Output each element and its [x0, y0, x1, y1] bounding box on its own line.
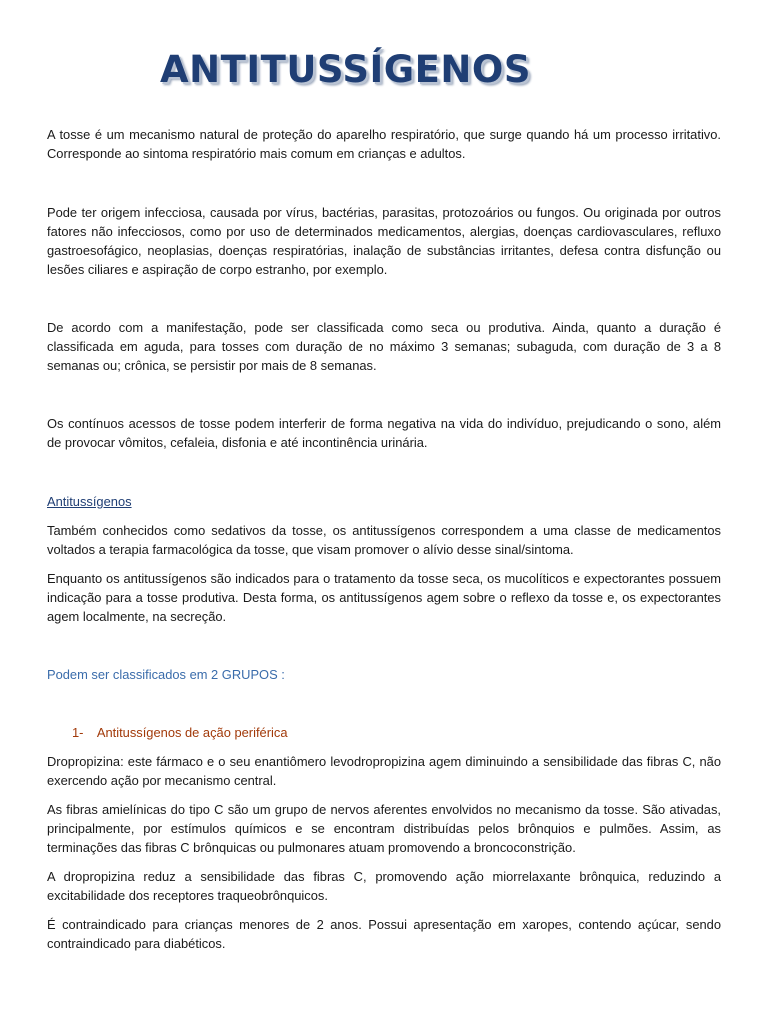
group1-paragraph-2: As fibras amielínicas do tipo C são um grupo de nervos aferentes envolvidos no mecanismo da tosse. São ativadas, principalmente, por estímulos químicos e se encontram distribuídas pelos brônquios e pulmões. Assim, as terminações das fibras C brônquicas ou pulmonares atuam promovendo a broncoconstrição. [47, 802, 721, 855]
group1-heading-text: Antitussígenos de ação periférica [96, 725, 288, 740]
group1-paragraph-1: Dropropizina: este fármaco e o seu enantiômero levodropropizina agem diminuindo a sensibilidade das fibras C, não exercendo ação por mecanismo central. [47, 754, 721, 788]
section-heading: Antitussígenos [47, 494, 132, 509]
group1-heading [72, 723, 287, 742]
groups-line: Podem ser classificados em 2 GRUPOS : [47, 667, 285, 682]
group1-number: 1- [72, 725, 84, 740]
page-title: ANTITUSSÍGENOS [160, 48, 532, 91]
intro-paragraph-4: Os contínuos acessos de tosse podem interferir de forma negativa na vida do indivíduo, prejudicando o sono, além de provocar vômitos, cefaleia, disfonia e até incontinência urinária. [47, 416, 721, 450]
intro-paragraph-1: A tosse é um mecanismo natural de proteção do aparelho respiratório, que surge quando há um processo irritativo. Corresponde ao sintoma respiratório mais comum em crianças e adultos. [47, 127, 721, 161]
group1-paragraph-3: A dropropizina reduz a sensibilidade das fibras C, promovendo ação miorrelaxante brônquica, reduzindo a excitabilidade dos receptores traqueobrônquicos. [47, 869, 721, 903]
intro-paragraph-3: De acordo com a manifestação, pode ser classificada como seca ou produtiva. Ainda, quanto a duração é classificada em aguda, para tosses com duração de no máximo 3 semanas; subaguda, com duração de 3 a 8 semanas ou; crônica, se persistir por mais de 8 semanas. [47, 320, 721, 373]
section-paragraph-2: Enquanto os antitussígenos são indicados para o tratamento da tosse seca, os mucolíticos e expectorantes possuem indicação para a tosse produtiva. Desta forma, os antitussígenos agem sobre o reflexo da tosse e, os expectorantes agem localmente, na secreção. [47, 571, 721, 624]
intro-paragraph-2: Pode ter origem infecciosa, causada por vírus, bactérias, parasitas, protozoários ou fungos. Ou originada por outros fatores não infecciosos, como por uso de determinados medicamentos, alergias, doenças cardiovasculares, refluxo gastroesofágico, neoplasias, doenças respiratórias, inalação de substâncias irritantes, defesa contra disfunção ou lesões ciliares e aspiração de corpo estranho, por exemplo. [47, 205, 721, 277]
group1-paragraph-4: É contraindicado para crianças menores de 2 anos. Possui apresentação em xaropes, contendo açúcar, sendo contraindicado para diabéticos. [47, 917, 721, 951]
section-paragraph-1: Também conhecidos como sedativos da tosse, os antitussígenos correspondem a uma classe de medicamentos voltados a terapia farmacológica da tosse, que visam promover o alívio desse sinal/sintoma. [47, 523, 721, 557]
